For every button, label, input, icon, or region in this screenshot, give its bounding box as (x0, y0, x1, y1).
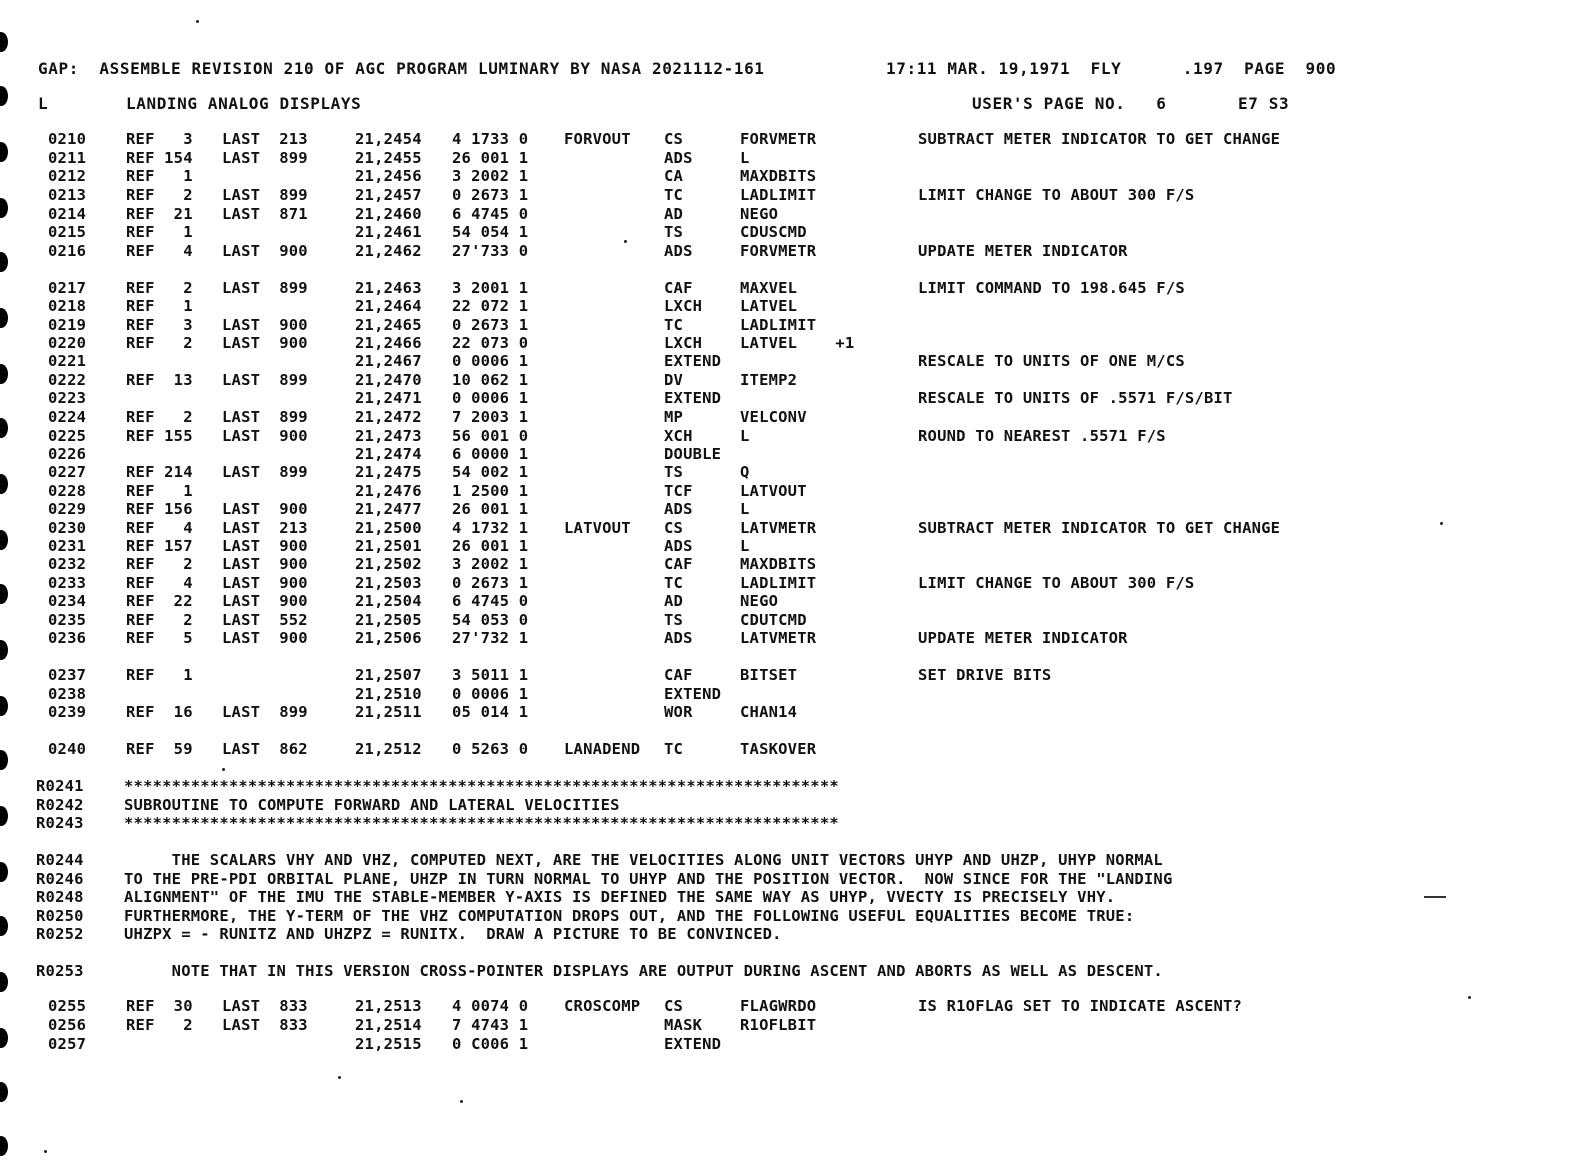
line-number: 0238 (48, 685, 87, 703)
line-number: 0235 (48, 611, 87, 629)
opcode: CS (664, 997, 684, 1015)
address: 21,2512 (355, 740, 422, 758)
ref-count: REF 2 (126, 555, 193, 573)
remark-text: FURTHERMORE, THE Y-TERM OF THE VHZ COMPUTATION DROPS OUT, AND THE FOLLOWING USEFUL EQUALITIES BECOME TRUE: (124, 907, 1135, 925)
operand: FORVMETR (740, 130, 817, 148)
feed-hole (0, 862, 8, 882)
opcode: MP (664, 408, 684, 426)
address: 21,2515 (355, 1035, 422, 1053)
operand: MAXVEL (740, 279, 798, 297)
octal-code: 22 072 1 (452, 297, 529, 315)
line-number: 0214 (48, 205, 87, 223)
feed-hole (0, 750, 8, 770)
operand: LATVMETR (740, 519, 817, 537)
octal-code: 6 4745 0 (452, 205, 529, 223)
asterisk-rule: *************************************************************************** (124, 814, 839, 832)
symbol-label: LATVOUT (564, 519, 631, 537)
ref-count: REF 13 (126, 371, 193, 389)
operand: LATVEL (740, 297, 798, 315)
comment: RESCALE TO UNITS OF .5571 F/S/BIT (918, 389, 1233, 407)
line-number: 0222 (48, 371, 87, 389)
address: 21,2456 (355, 167, 422, 185)
operand: FORVMETR (740, 242, 817, 260)
ref-count: REF 214 (126, 463, 193, 481)
ref-count: REF 1 (126, 482, 193, 500)
last-ref: LAST 900 (222, 574, 308, 592)
address: 21,2475 (355, 463, 422, 481)
ref-count: REF 2 (126, 186, 193, 204)
last-ref: LAST 899 (222, 279, 308, 297)
remark-line-number: R0244 (36, 851, 84, 869)
address: 21,2510 (355, 685, 422, 703)
opcode: LXCH (664, 297, 703, 315)
opcode: AD (664, 205, 684, 223)
section-title: LANDING ANALOG DISPLAYS (126, 94, 362, 113)
paper-speck (222, 768, 225, 771)
opcode: CS (664, 130, 684, 148)
address: 21,2514 (355, 1016, 422, 1034)
last-ref: LAST 900 (222, 537, 308, 555)
operand: BITSET (740, 666, 798, 684)
line-number: 0211 (48, 149, 87, 167)
ref-count: REF 59 (126, 740, 193, 758)
octal-code: 1 2500 1 (452, 482, 529, 500)
line-number: 0236 (48, 629, 87, 647)
line-number: 0257 (48, 1035, 87, 1053)
ref-count: REF 2 (126, 279, 193, 297)
opcode: TS (664, 223, 684, 241)
ref-count: REF 30 (126, 997, 193, 1015)
last-ref: LAST 900 (222, 316, 308, 334)
operand: NEGO (740, 205, 779, 223)
operand: L (740, 427, 750, 445)
last-ref: LAST 900 (222, 629, 308, 647)
address: 21,2466 (355, 334, 422, 352)
operand: LATVEL +1 (740, 334, 855, 352)
address: 21,2505 (355, 611, 422, 629)
operand: Q (740, 463, 750, 481)
opcode: MASK (664, 1016, 703, 1034)
octal-code: 0 2673 1 (452, 316, 529, 334)
feed-hole (0, 474, 8, 494)
comment: UPDATE METER INDICATOR (918, 242, 1128, 260)
comment: LIMIT CHANGE TO ABOUT 300 F/S (918, 574, 1195, 592)
last-ref: LAST 900 (222, 555, 308, 573)
remark-text: TO THE PRE-PDI ORBITAL PLANE, UHZP IN TURN NORMAL TO UHYP AND THE POSITION VECTOR. NOW SINCE FOR THE "LANDING (124, 870, 1173, 888)
users-page-number: USER'S PAGE NO. 6 E7 S3 (972, 94, 1290, 113)
line-number: 0219 (48, 316, 87, 334)
feed-hole (0, 696, 8, 716)
address: 21,2457 (355, 186, 422, 204)
address: 21,2473 (355, 427, 422, 445)
address: 21,2461 (355, 223, 422, 241)
symbol-label: LANADEND (564, 740, 641, 758)
line-number: 0220 (48, 334, 87, 352)
operand: MAXDBITS (740, 167, 817, 185)
comment: RESCALE TO UNITS OF ONE M/CS (918, 352, 1185, 370)
operand: CDUSCMD (740, 223, 807, 241)
last-ref: LAST 899 (222, 703, 308, 721)
ref-count: REF 1 (126, 297, 193, 315)
address: 21,2476 (355, 482, 422, 500)
octal-code: 54 053 0 (452, 611, 529, 629)
remark-line-number: R0250 (36, 907, 84, 925)
address: 21,2454 (355, 130, 422, 148)
operand: LATVOUT (740, 482, 807, 500)
line-number: 0213 (48, 186, 87, 204)
opcode: EXTEND (664, 1035, 722, 1053)
remark-text: UHZPX = - RUNITZ AND UHZPZ = RUNITX. DRAW A PICTURE TO BE CONVINCED. (124, 925, 782, 943)
paper-speck (44, 1150, 47, 1153)
last-ref: LAST 833 (222, 997, 308, 1015)
address: 21,2462 (355, 242, 422, 260)
opcode: TC (664, 186, 684, 204)
comment: UPDATE METER INDICATOR (918, 629, 1128, 647)
opcode: LXCH (664, 334, 703, 352)
line-number: 0234 (48, 592, 87, 610)
last-ref: LAST 899 (222, 408, 308, 426)
address: 21,2470 (355, 371, 422, 389)
opcode: TC (664, 316, 684, 334)
opcode: TS (664, 463, 684, 481)
feed-hole (0, 1136, 8, 1156)
last-ref: LAST 900 (222, 500, 308, 518)
comment: SUBTRACT METER INDICATOR TO GET CHANGE (918, 130, 1281, 148)
line-number: 0256 (48, 1016, 87, 1034)
header-date-page: 17:11 MAR. 19,1971 FLY .197 PAGE 900 (886, 59, 1337, 78)
octal-code: 6 4745 0 (452, 592, 529, 610)
octal-code: 26 001 1 (452, 537, 529, 555)
address: 21,2460 (355, 205, 422, 223)
line-number: 0232 (48, 555, 87, 573)
opcode: AD (664, 592, 684, 610)
line-number: 0216 (48, 242, 87, 260)
octal-code: 6 0000 1 (452, 445, 529, 463)
operand: MAXDBITS (740, 555, 817, 573)
octal-code: 3 5011 1 (452, 666, 529, 684)
paper-speck (1440, 522, 1443, 525)
opcode: DOUBLE (664, 445, 722, 463)
line-number: 0226 (48, 445, 87, 463)
feed-hole (0, 1082, 8, 1102)
asterisk-rule: *************************************************************************** (124, 777, 839, 795)
octal-code: 0 0006 1 (452, 685, 529, 703)
symbol-label: FORVOUT (564, 130, 631, 148)
address: 21,2504 (355, 592, 422, 610)
operand: LATVMETR (740, 629, 817, 647)
address: 21,2465 (355, 316, 422, 334)
octal-code: 3 2002 1 (452, 167, 529, 185)
line-number: 0218 (48, 297, 87, 315)
opcode: TC (664, 740, 684, 758)
address: 21,2472 (355, 408, 422, 426)
remark-line-number: R0241 (36, 777, 84, 795)
operand: NEGO (740, 592, 779, 610)
ref-count: REF 1 (126, 223, 193, 241)
remark-text: ALIGNMENT" OF THE IMU THE STABLE-MEMBER Y-AXIS IS DEFINED THE SAME WAY AS UHYP, VVECTY IS PRECISELY VHY. (124, 888, 1116, 906)
feed-hole (0, 972, 8, 992)
octal-code: 27'732 1 (452, 629, 529, 647)
tractor-feed-holes (0, 0, 12, 1167)
address: 21,2455 (355, 149, 422, 167)
opcode: CA (664, 167, 684, 185)
octal-code: 26 001 1 (452, 500, 529, 518)
line-number: 0233 (48, 574, 87, 592)
octal-code: 0 5263 0 (452, 740, 529, 758)
last-ref: LAST 899 (222, 371, 308, 389)
line-number: 0212 (48, 167, 87, 185)
remark-line-number: R0248 (36, 888, 84, 906)
ref-count: REF 2 (126, 1016, 193, 1034)
comment: LIMIT COMMAND TO 198.645 F/S (918, 279, 1185, 297)
ref-count: REF 1 (126, 167, 193, 185)
octal-code: 7 2003 1 (452, 408, 529, 426)
operand: VELCONV (740, 408, 807, 426)
octal-code: 0 2673 1 (452, 186, 529, 204)
feed-hole (0, 1028, 8, 1048)
address: 21,2503 (355, 574, 422, 592)
opcode: ADS (664, 629, 693, 647)
line-number: 0230 (48, 519, 87, 537)
address: 21,2464 (355, 297, 422, 315)
remark-line-number: R0252 (36, 925, 84, 943)
last-ref: LAST 899 (222, 186, 308, 204)
paper-speck (338, 1076, 341, 1079)
ref-count: REF 157 (126, 537, 193, 555)
symbol-label: CROSCOMP (564, 997, 641, 1015)
address: 21,2474 (355, 445, 422, 463)
feed-hole (0, 364, 8, 384)
ref-count: REF 156 (126, 500, 193, 518)
remark-line-number: R0242 (36, 796, 84, 814)
last-ref: LAST 871 (222, 205, 308, 223)
paper-speck (624, 240, 627, 243)
feed-hole (0, 86, 8, 106)
feed-hole (0, 32, 8, 52)
feed-hole (0, 640, 8, 660)
line-number: 0224 (48, 408, 87, 426)
octal-code: 0 0006 1 (452, 389, 529, 407)
remark-line-number: R0246 (36, 870, 84, 888)
address: 21,2511 (355, 703, 422, 721)
operand: L (740, 149, 750, 167)
octal-code: 0 C006 1 (452, 1035, 529, 1053)
ref-count: REF 2 (126, 408, 193, 426)
ref-count: REF 2 (126, 334, 193, 352)
operand: L (740, 537, 750, 555)
remark-line-number: R0253 (36, 962, 84, 980)
octal-code: 4 1733 0 (452, 130, 529, 148)
paper-speck (1468, 996, 1471, 999)
comment: ROUND TO NEAREST .5571 F/S (918, 427, 1166, 445)
opcode: EXTEND (664, 389, 722, 407)
line-number: 0210 (48, 130, 87, 148)
address: 21,2471 (355, 389, 422, 407)
opcode: ADS (664, 500, 693, 518)
opcode: ADS (664, 149, 693, 167)
octal-code: 4 1732 1 (452, 519, 529, 537)
remark-text: THE SCALARS VHY AND VHZ, COMPUTED NEXT, ARE THE VELOCITIES ALONG UNIT VECTORS UHYP AND UHZP, UHYP NORMAL (124, 851, 1163, 869)
address: 21,2477 (355, 500, 422, 518)
line-number: 0255 (48, 997, 87, 1015)
ref-count: REF 1 (126, 666, 193, 684)
paper-speck (196, 20, 199, 23)
last-ref: LAST 899 (222, 149, 308, 167)
operand: LADLIMIT (740, 316, 817, 334)
ref-count: REF 22 (126, 592, 193, 610)
opcode: EXTEND (664, 352, 722, 370)
octal-code: 0 0006 1 (452, 352, 529, 370)
line-number: 0231 (48, 537, 87, 555)
feed-hole (0, 418, 8, 438)
line-number: 0223 (48, 389, 87, 407)
operand: TASKOVER (740, 740, 817, 758)
operand: CHAN14 (740, 703, 798, 721)
ref-count: REF 3 (126, 316, 193, 334)
octal-code: 56 001 0 (452, 427, 529, 445)
line-number: 0239 (48, 703, 87, 721)
operand: FLAGWRDO (740, 997, 817, 1015)
opcode: TS (664, 611, 684, 629)
ref-count: REF 3 (126, 130, 193, 148)
remark-text: NOTE THAT IN THIS VERSION CROSS-POINTER DISPLAYS ARE OUTPUT DURING ASCENT AND ABORTS AS WELL AS DESCENT. (124, 962, 1163, 980)
header-program-line: GAP: ASSEMBLE REVISION 210 OF AGC PROGRAM LUMINARY BY NASA 2021112-161 (38, 59, 765, 78)
opcode: CAF (664, 666, 693, 684)
line-number: 0240 (48, 740, 87, 758)
opcode: CAF (664, 555, 693, 573)
last-ref: LAST 833 (222, 1016, 308, 1034)
line-number: 0217 (48, 279, 87, 297)
octal-code: 26 001 1 (452, 149, 529, 167)
opcode: WOR (664, 703, 693, 721)
ref-count: REF 154 (126, 149, 193, 167)
paper-speck (460, 1100, 463, 1103)
octal-code: 4 0074 0 (452, 997, 529, 1015)
last-ref: LAST 862 (222, 740, 308, 758)
address: 21,2506 (355, 629, 422, 647)
operand: ITEMP2 (740, 371, 798, 389)
line-number: 0221 (48, 352, 87, 370)
last-ref: LAST 900 (222, 334, 308, 352)
octal-code: 27'733 0 (452, 242, 529, 260)
address: 21,2501 (355, 537, 422, 555)
last-ref: LAST 900 (222, 242, 308, 260)
ref-count: REF 2 (126, 611, 193, 629)
address: 21,2507 (355, 666, 422, 684)
remark-line-number: R0243 (36, 814, 84, 832)
header-listing-type: L (38, 94, 49, 113)
ref-count: REF 5 (126, 629, 193, 647)
feed-hole (0, 806, 8, 826)
address: 21,2502 (355, 555, 422, 573)
comment: SUBTRACT METER INDICATOR TO GET CHANGE (918, 519, 1281, 537)
octal-code: 3 2002 1 (452, 555, 529, 573)
comment: IS R1OFLAG SET TO INDICATE ASCENT? (918, 997, 1243, 1015)
feed-hole (0, 584, 8, 604)
opcode: ADS (664, 537, 693, 555)
opcode: DV (664, 371, 684, 389)
feed-hole (0, 916, 8, 936)
address: 21,2467 (355, 352, 422, 370)
octal-code: 7 4743 1 (452, 1016, 529, 1034)
paper-mark (1424, 896, 1446, 898)
ref-count: REF 21 (126, 205, 193, 223)
last-ref: LAST 900 (222, 592, 308, 610)
address: 21,2463 (355, 279, 422, 297)
opcode: TCF (664, 482, 693, 500)
last-ref: LAST 213 (222, 519, 308, 537)
opcode: TC (664, 574, 684, 592)
feed-hole (0, 530, 8, 550)
feed-hole (0, 308, 8, 328)
comment: SET DRIVE BITS (918, 666, 1052, 684)
last-ref: LAST 552 (222, 611, 308, 629)
address: 21,2513 (355, 997, 422, 1015)
octal-code: 05 014 1 (452, 703, 529, 721)
operand: L (740, 500, 750, 518)
feed-hole (0, 142, 8, 162)
last-ref: LAST 213 (222, 130, 308, 148)
line-number: 0227 (48, 463, 87, 481)
address: 21,2500 (355, 519, 422, 537)
opcode: ADS (664, 242, 693, 260)
ref-count: REF 4 (126, 242, 193, 260)
feed-hole (0, 252, 8, 272)
octal-code: 3 2001 1 (452, 279, 529, 297)
octal-code: 10 062 1 (452, 371, 529, 389)
line-number: 0215 (48, 223, 87, 241)
line-number: 0228 (48, 482, 87, 500)
ref-count: REF 4 (126, 519, 193, 537)
operand: CDUTCMD (740, 611, 807, 629)
line-number: 0237 (48, 666, 87, 684)
operand: R1OFLBIT (740, 1016, 817, 1034)
opcode: EXTEND (664, 685, 722, 703)
octal-code: 0 2673 1 (452, 574, 529, 592)
ref-count: REF 4 (126, 574, 193, 592)
ref-count: REF 155 (126, 427, 193, 445)
octal-code: 22 073 0 (452, 334, 529, 352)
operand: LADLIMIT (740, 186, 817, 204)
remark-text: SUBROUTINE TO COMPUTE FORWARD AND LATERAL VELOCITIES (124, 796, 620, 814)
feed-hole (0, 198, 8, 218)
last-ref: LAST 900 (222, 427, 308, 445)
comment: LIMIT CHANGE TO ABOUT 300 F/S (918, 186, 1195, 204)
last-ref: LAST 899 (222, 463, 308, 481)
line-number: 0229 (48, 500, 87, 518)
opcode: CAF (664, 279, 693, 297)
opcode: CS (664, 519, 684, 537)
ref-count: REF 16 (126, 703, 193, 721)
octal-code: 54 002 1 (452, 463, 529, 481)
opcode: XCH (664, 427, 693, 445)
line-number: 0225 (48, 427, 87, 445)
operand: LADLIMIT (740, 574, 817, 592)
octal-code: 54 054 1 (452, 223, 529, 241)
